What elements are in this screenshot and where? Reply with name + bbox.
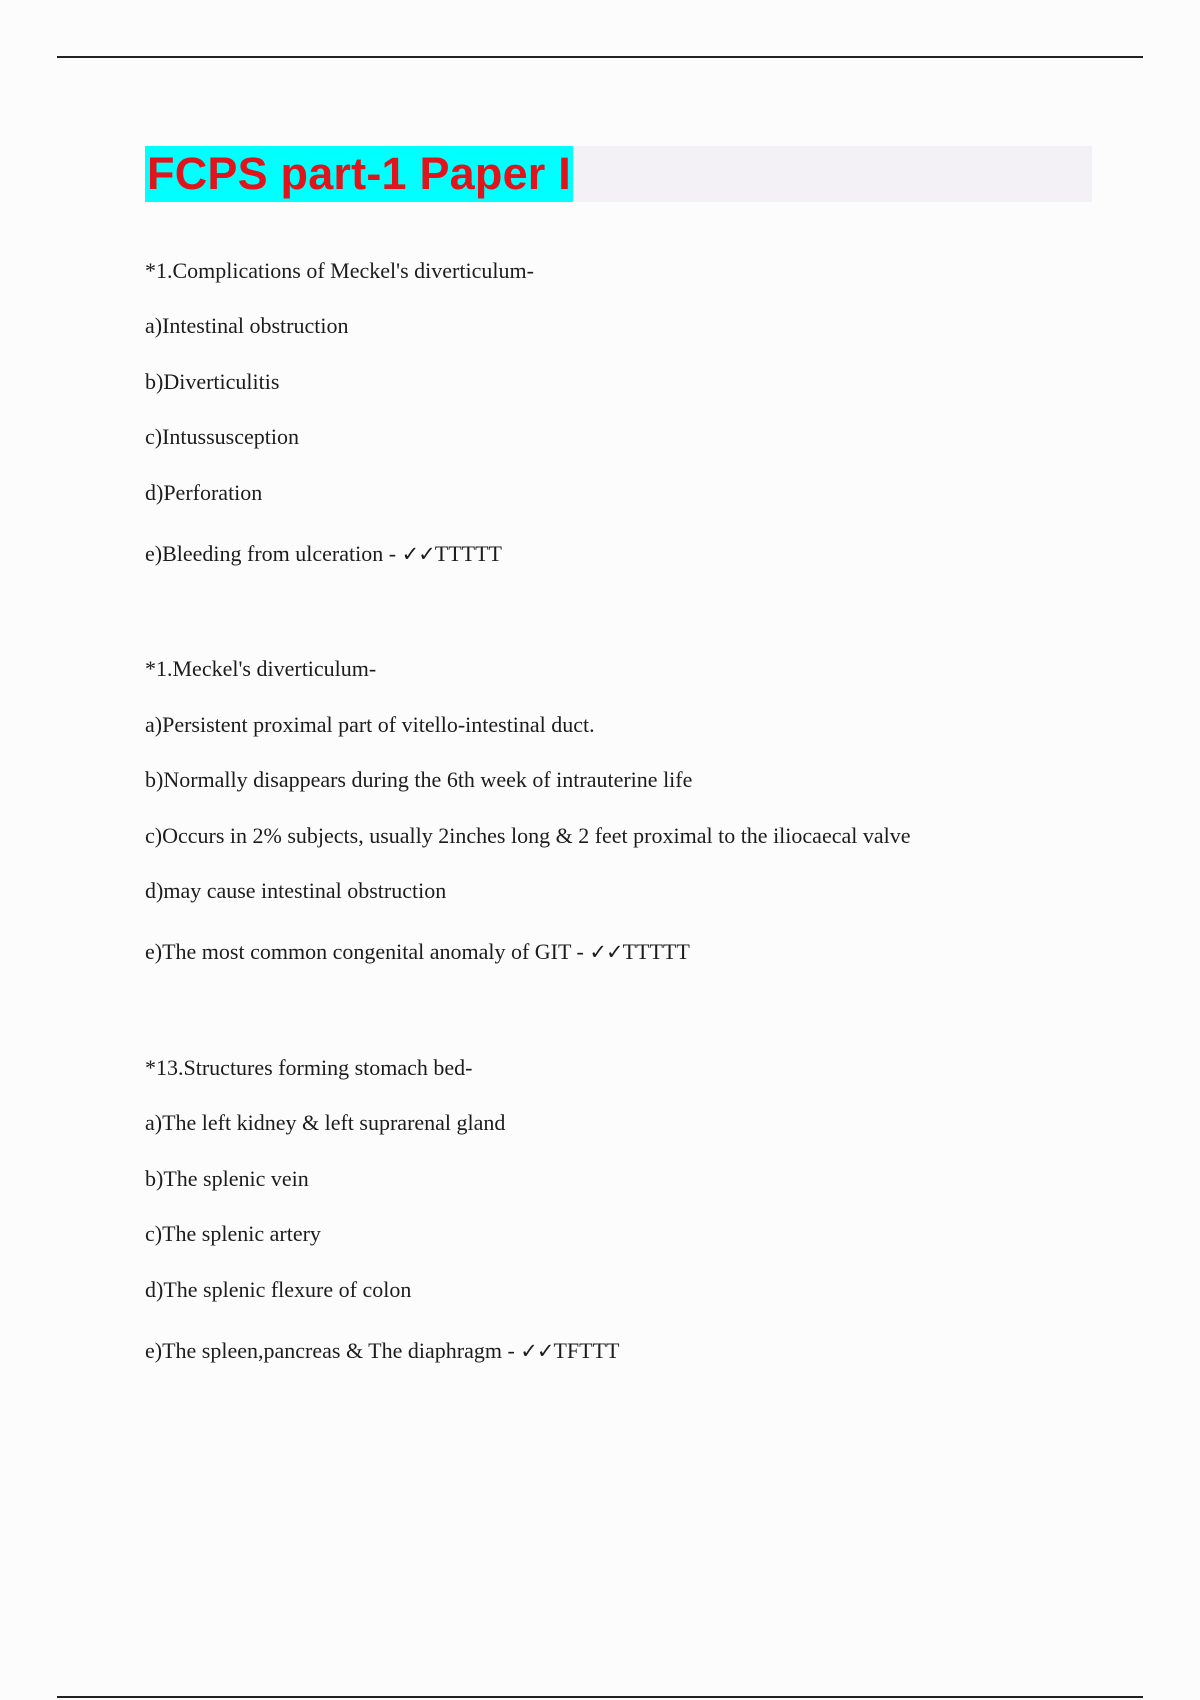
- check-icon: ✓✓: [589, 940, 623, 964]
- question-option: d)The splenic flexure of colon: [145, 1277, 412, 1302]
- top-rule: [57, 56, 1143, 58]
- question-option: d)Perforation: [145, 480, 263, 505]
- answer-key: TTTTT: [434, 541, 502, 566]
- question-option: a)Intestinal obstruction: [145, 313, 349, 338]
- page-title: FCPS part-1 Paper I: [145, 146, 573, 202]
- question-option: c)The splenic artery: [145, 1221, 321, 1246]
- question-option: a)The left kidney & left suprarenal gland: [145, 1110, 506, 1135]
- question-option: c)Intussusception: [145, 424, 299, 449]
- check-icon: ✓✓: [401, 542, 435, 566]
- question-option: b)Normally disappears during the 6th week of intrauterine life: [145, 767, 693, 792]
- question-option: a)Persistent proximal part of vitello-intestinal duct.: [145, 712, 595, 737]
- question-stem: *1.Complications of Meckel's diverticulum-: [145, 258, 534, 283]
- option-text: e)The most common congenital anomaly of GIT -: [145, 939, 590, 964]
- question-option-answer: [145, 541, 502, 567]
- question-stem: *1.Meckel's diverticulum-: [145, 656, 377, 681]
- question-option-answer: [145, 1338, 619, 1364]
- question-option-answer: [145, 939, 690, 965]
- answer-key: TTTTT: [622, 939, 690, 964]
- question-option: b)Diverticulitis: [145, 369, 280, 394]
- option-text: e)Bleeding from ulceration -: [145, 541, 402, 566]
- question-option: c)Occurs in 2% subjects, usually 2inches long & 2 feet proximal to the iliocaecal valve: [145, 823, 911, 848]
- question-option: b)The splenic vein: [145, 1166, 309, 1191]
- question-stem: *13.Structures forming stomach bed-: [145, 1055, 473, 1080]
- check-icon: ✓✓: [520, 1339, 554, 1363]
- option-text: e)The spleen,pancreas & The diaphragm -: [145, 1338, 521, 1363]
- bottom-rule: [57, 1696, 1143, 1698]
- question-option: d)may cause intestinal obstruction: [145, 878, 447, 903]
- answer-key: TFTTT: [553, 1338, 620, 1363]
